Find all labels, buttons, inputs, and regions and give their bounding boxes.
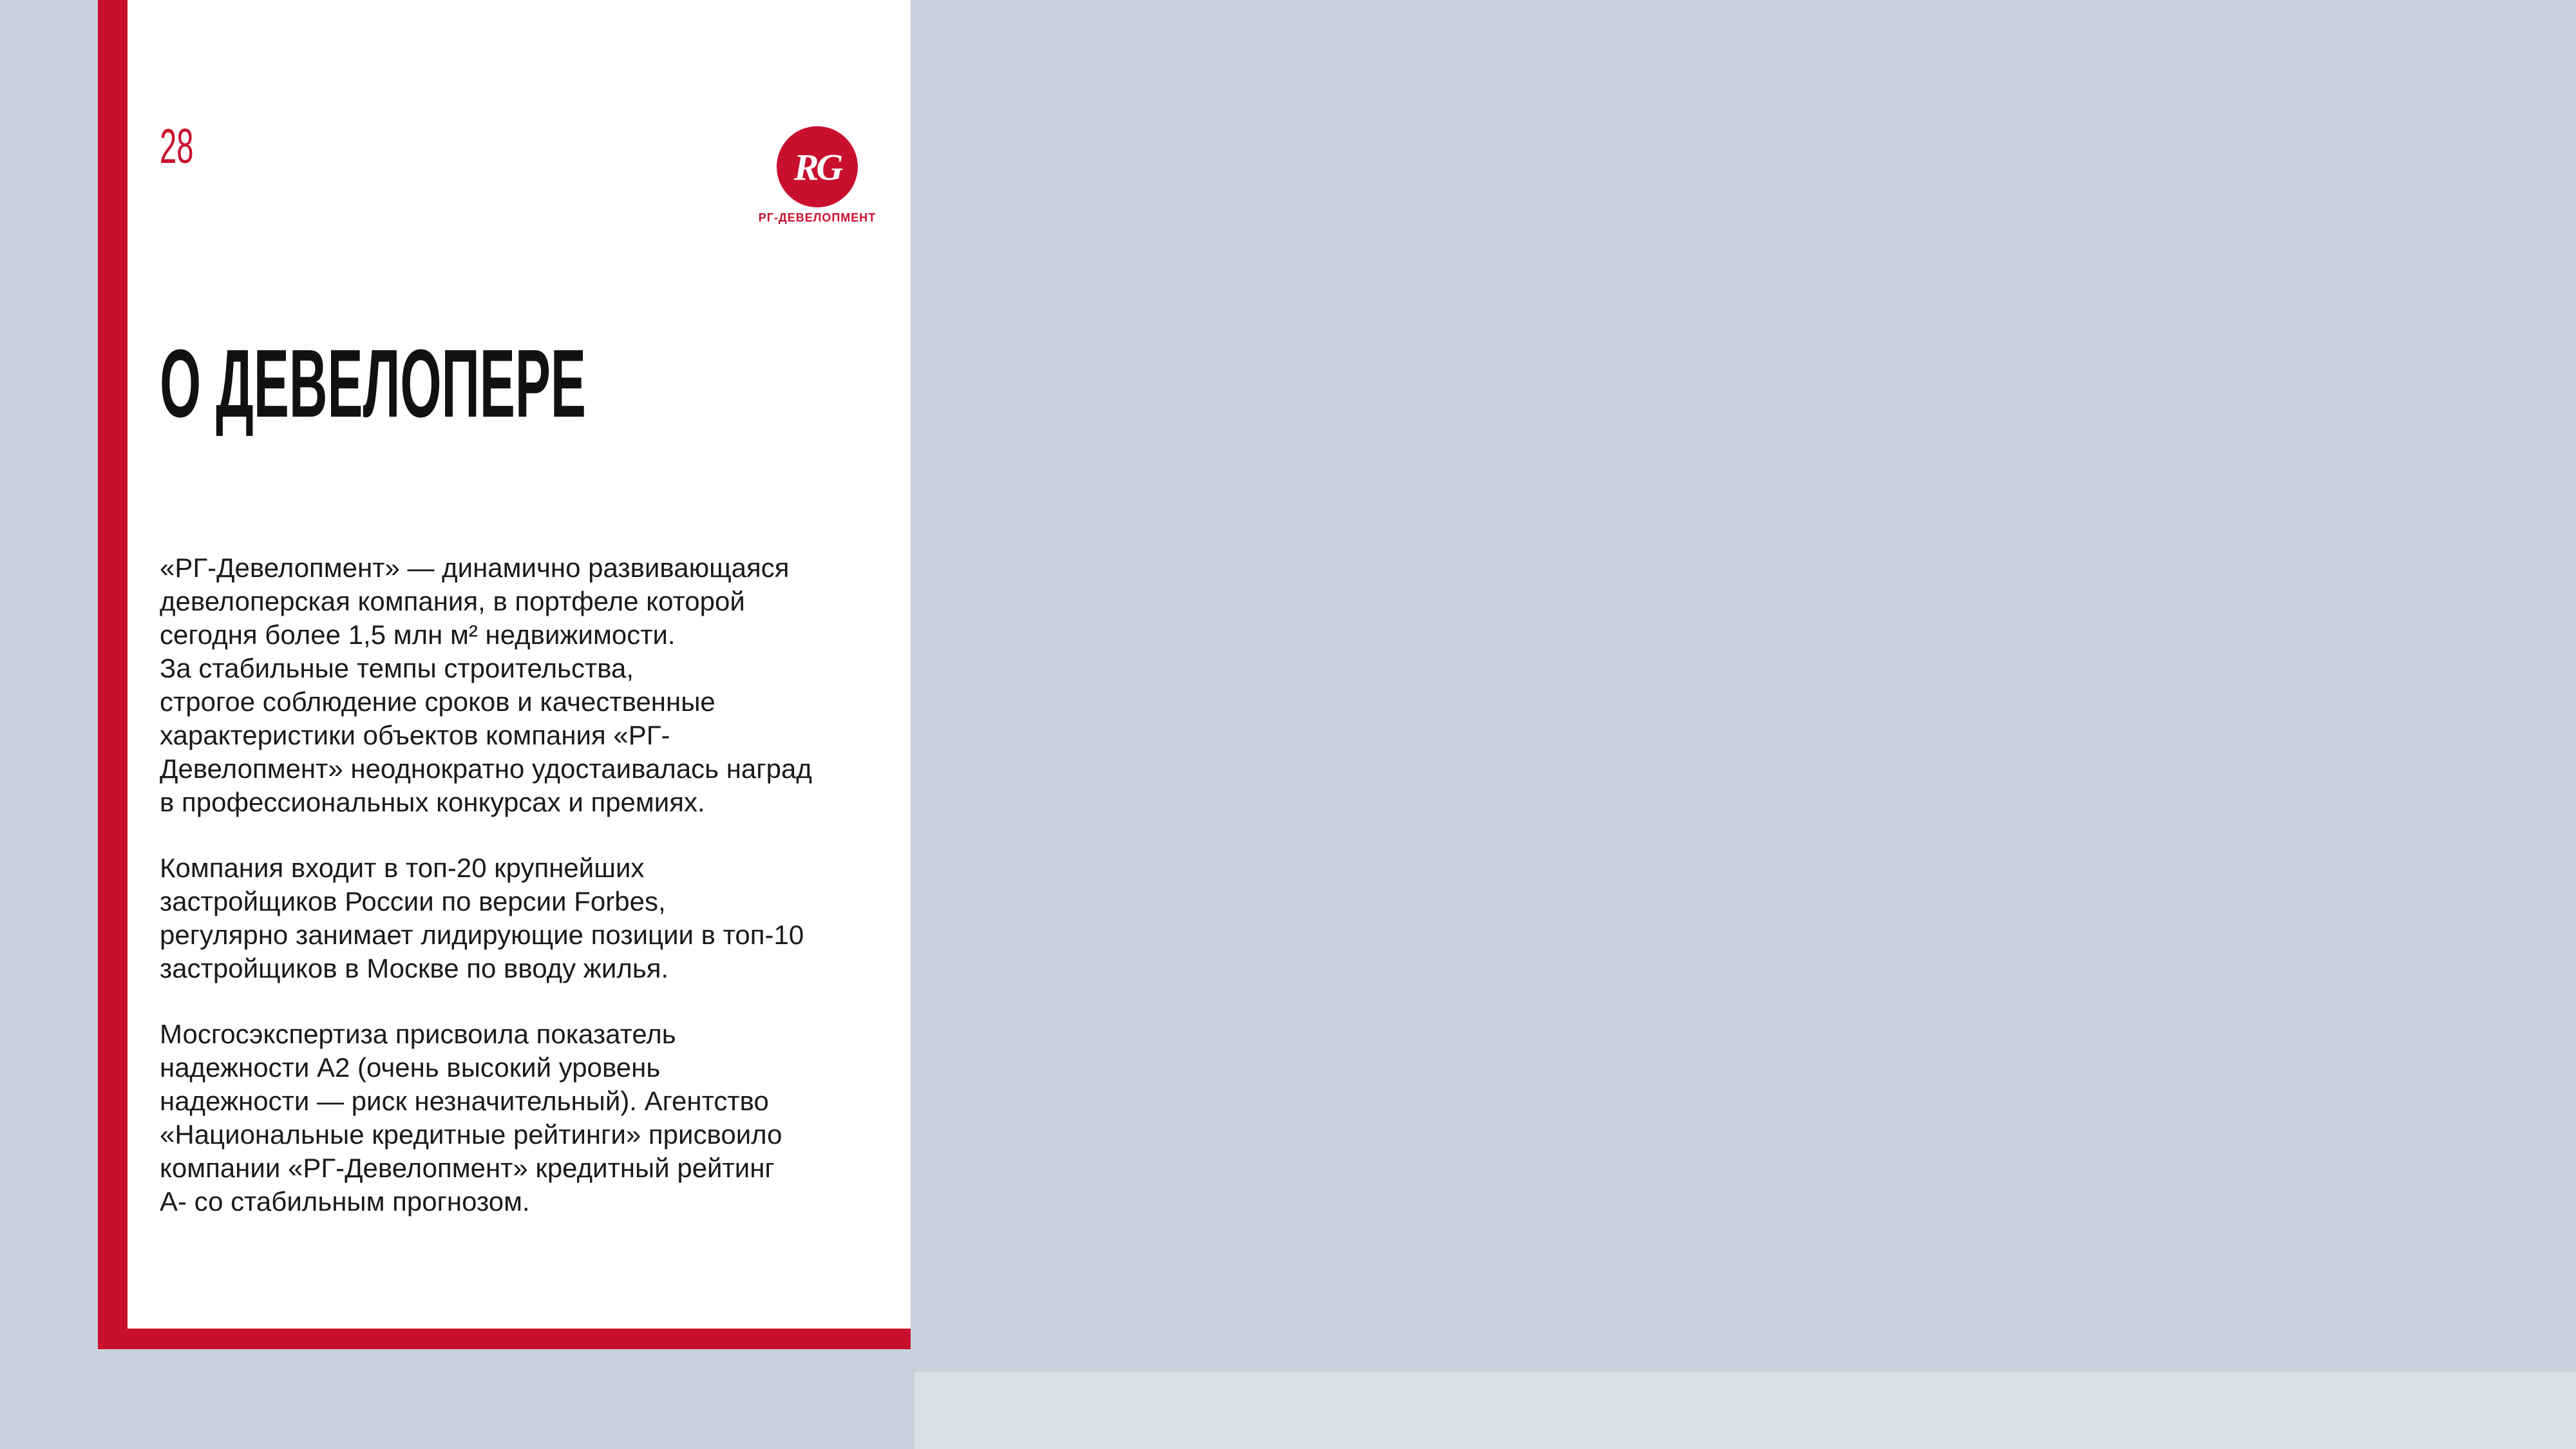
content-panel: [128, 0, 911, 1329]
body-text: [160, 551, 894, 1251]
company-logo: [738, 126, 886, 229]
logo-mark: RG: [793, 146, 841, 188]
paragraph-ratings: Мосгосэкспертиза присвоила показатель надежности А2 (очень высокий уровень надежности — риск незначительный). Агентство «Национальные кредитные рейтинги» присвоило компании «РГ-Девелопмент» кредитный рейтинг А- со стабильным прогнозом.: [160, 1019, 782, 1217]
paragraph-about: «РГ-Девелопмент» — динамично развивающаяся девелоперская компания, в портфеле которой сегодня более 1,5 млн м² недвижимости. За стабильные темпы строительства, строгое соблюдение сроков и качественные характеристики объектов компания «РГ- Девелопмент» неоднократно удостаивалась наград в профессиональных конкурсах и премиях.: [160, 553, 812, 817]
photo-tone: [914, 1372, 2576, 1449]
page-number: 28: [160, 119, 194, 174]
paragraph-ranking: Компания входит в топ-20 крупнейших застройщиков России по версии Forbes, регулярно занимает лидирующие позиции в топ-10 застройщиков в Москве по вводу жилья.: [160, 853, 804, 983]
page-title: О ДЕВЕЛОПЕРЕ: [160, 329, 586, 437]
logo-caption: РГ-ДЕВЕЛОПМЕНТ: [758, 211, 876, 224]
logo-circle: [777, 126, 858, 207]
